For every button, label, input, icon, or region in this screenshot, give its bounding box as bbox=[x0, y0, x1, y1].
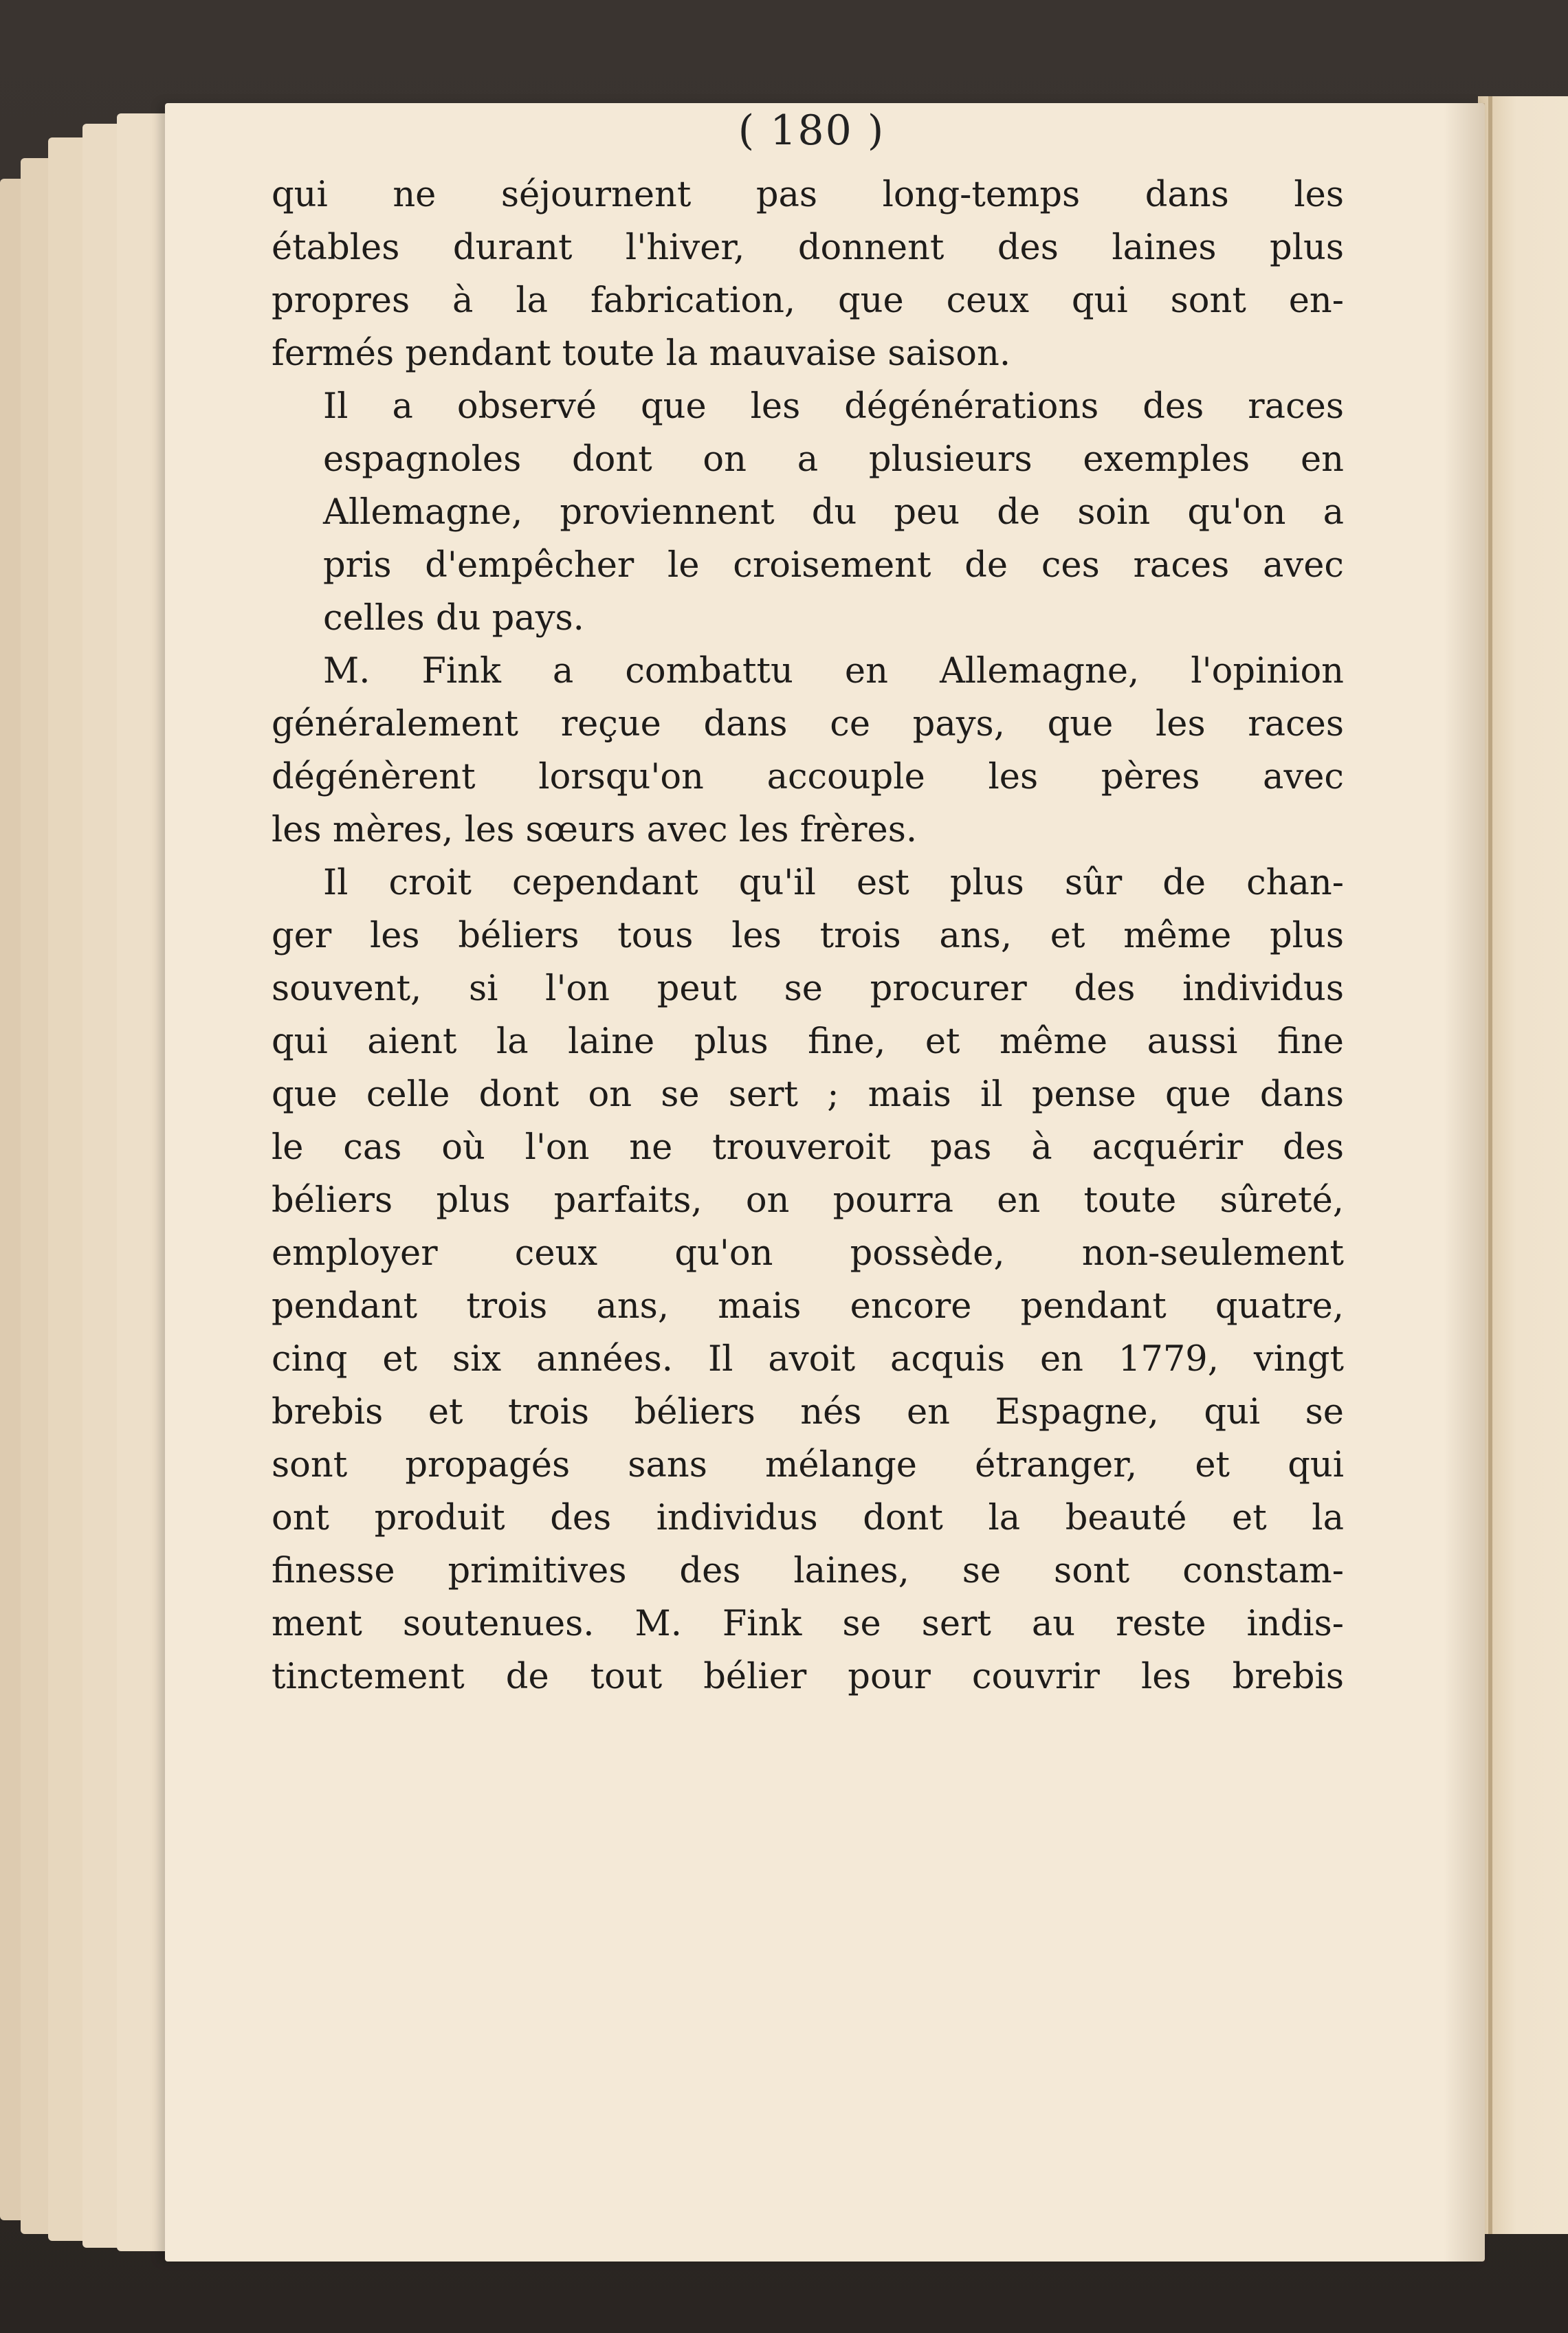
text-line: ont produit des individus dont la beauté et la bbox=[272, 1498, 1344, 1538]
text-line: cinq et six années. Il avoit acquis en 1779, vingt bbox=[272, 1339, 1344, 1380]
text-line: qui ne séjournent pas long-temps dans les bbox=[272, 175, 1344, 215]
text-line: brebis et trois béliers nés en Espagne, qui se bbox=[272, 1392, 1344, 1433]
book-gutter bbox=[1488, 96, 1492, 2234]
text-line: généralement reçue dans ce pays, que les races bbox=[272, 704, 1344, 744]
text-line: finesse primitives des laines, se sont constam- bbox=[272, 1551, 1344, 1591]
paragraph bbox=[272, 168, 1344, 380]
text-line: souvent, si l'on peut se procurer des individus bbox=[272, 969, 1344, 1009]
paragraph bbox=[272, 645, 1344, 856]
text-line: ment soutenues. M. Fink se sert au reste indis- bbox=[272, 1604, 1344, 1644]
text-line: le cas où l'on ne trouveroit pas à acquérir des bbox=[272, 1127, 1344, 1168]
text-line: M. Fink a combattu en Allemagne, l'opinion bbox=[323, 651, 1344, 692]
text-line: fermés pendant toute la mauvaise saison. bbox=[272, 333, 1011, 374]
paragraph bbox=[272, 380, 1344, 645]
body-text bbox=[272, 168, 1344, 1703]
gutter-shadow bbox=[1444, 103, 1485, 2262]
text-line: celles du pays. bbox=[323, 598, 584, 639]
text-line: sont propagés sans mélange étranger, et qui bbox=[272, 1445, 1344, 1485]
text-line: pendant trois ans, mais encore pendant quatre, bbox=[272, 1286, 1344, 1327]
text-line: Il a observé que les dégénérations des races bbox=[323, 386, 1344, 427]
text-line: béliers plus parfaits, on pourra en toute sûreté, bbox=[272, 1180, 1344, 1221]
text-line: qui aient la laine plus fine, et même aussi fine bbox=[272, 1021, 1344, 1062]
text-line: les mères, les sœurs avec les frères. bbox=[272, 810, 918, 850]
text-line: Allemagne, proviennent du peu de soin qu'on a bbox=[323, 492, 1344, 533]
text-line: pris d'empêcher le croisement de ces races avec bbox=[323, 545, 1344, 586]
text-line: employer ceux qu'on possède, non-seulement bbox=[272, 1233, 1344, 1274]
text-line: que celle dont on se sert ; mais il pense que dans bbox=[272, 1074, 1344, 1115]
page-number: ( 180 ) bbox=[738, 107, 885, 155]
paragraph bbox=[272, 856, 1344, 1703]
text-line: espagnoles dont on a plusieurs exemples en bbox=[323, 439, 1344, 480]
text-line: Il croit cependant qu'il est plus sûr de chan- bbox=[323, 863, 1344, 903]
text-line: propres à la fabrication, que ceux qui sont en- bbox=[272, 280, 1344, 321]
text-line: ger les béliers tous les trois ans, et même plus bbox=[272, 916, 1344, 956]
text-line: tinctement de tout bélier pour couvrir les brebis bbox=[272, 1657, 1344, 1697]
text-line: étables durant l'hiver, donnent des laines plus bbox=[272, 228, 1344, 268]
text-line: dégénèrent lorsqu'on accouple les pères avec bbox=[272, 757, 1344, 797]
